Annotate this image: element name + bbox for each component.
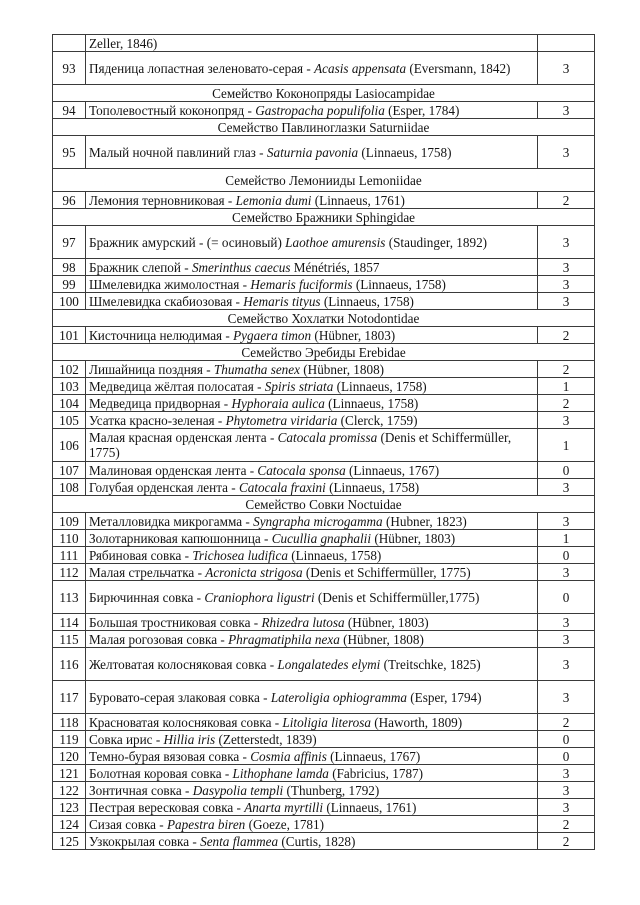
species-name-cell <box>86 765 538 782</box>
species-row <box>53 276 595 293</box>
common-name: Малая красная орденская лента - <box>89 430 278 445</box>
species-number: 109 <box>53 513 86 530</box>
species-name-cell <box>86 102 538 119</box>
scientific-name: Longalatedes elymi <box>277 656 381 672</box>
family-header-row <box>53 496 595 513</box>
status-category: 0 <box>538 581 595 614</box>
species-name-cell <box>86 631 538 648</box>
scientific-name: Catocala fraxini <box>238 479 326 495</box>
species-number: 107 <box>53 462 86 479</box>
author-year: (Staudinger, 1892) <box>385 234 488 250</box>
author-year: (Linnaeus, 1758) <box>287 547 382 563</box>
species-row <box>53 259 595 276</box>
status-category: 3 <box>538 782 595 799</box>
species-row <box>53 833 595 850</box>
species-row <box>53 731 595 748</box>
species-number: 120 <box>53 748 86 765</box>
species-name-cell <box>86 547 538 564</box>
scientific-name: Spiris striata <box>264 378 334 394</box>
species-row <box>53 192 595 209</box>
scientific-name: Cosmia affinis <box>250 748 327 764</box>
species-name-cell <box>86 714 538 731</box>
species-row <box>53 816 595 833</box>
family-name: Семейство Коконопряды Lasiocampidae <box>53 85 595 102</box>
species-number: 123 <box>53 799 86 816</box>
scientific-name: Thumatha senex <box>213 361 300 377</box>
species-number: 112 <box>53 564 86 581</box>
species-name-cell <box>86 52 538 85</box>
author-year: (Fabricius, 1787) <box>328 765 424 781</box>
status-category: 2 <box>538 361 595 378</box>
species-name-cell <box>86 648 538 681</box>
common-name: Малая стрельчатка - <box>89 564 206 580</box>
species-row <box>53 530 595 547</box>
scientific-name: Lateroligia ophiogramma <box>270 689 407 705</box>
common-name: Пяденица лопастная зеленовато-серая - <box>89 60 315 76</box>
species-name-cell <box>86 226 538 259</box>
status-category: 0 <box>538 748 595 765</box>
scientific-name: Laothoe amurensis <box>285 234 386 250</box>
species-row <box>53 581 595 614</box>
scientific-name: Senta flammea <box>200 833 279 849</box>
species-name-cell <box>86 327 538 344</box>
scientific-name: Papestra biren <box>167 816 246 832</box>
species-name-cell <box>86 833 538 850</box>
status-category: 3 <box>538 412 595 429</box>
species-number: 96 <box>53 192 86 209</box>
scientific-name: Phytometra viridaria <box>225 412 338 428</box>
species-number: 102 <box>53 361 86 378</box>
scientific-name: Catocala promissa <box>277 430 378 445</box>
author-year: (Hübner, 1803) <box>344 614 429 630</box>
species-number: 116 <box>53 648 86 681</box>
common-name: Бражник амурский - (= осиновый) <box>89 234 286 250</box>
status-category: 3 <box>538 631 595 648</box>
species-number: 125 <box>53 833 86 850</box>
species-row <box>53 429 595 462</box>
species-table <box>52 34 595 850</box>
status-category: 3 <box>538 52 595 85</box>
species-row <box>53 52 595 85</box>
author-year: (Zetterstedt, 1839) <box>215 731 317 747</box>
species-number: 117 <box>53 681 86 714</box>
author-year: (Goeze, 1781) <box>245 816 324 832</box>
scientific-name: Hemaris tityus <box>243 293 321 309</box>
species-number: 113 <box>53 581 86 614</box>
species-row <box>53 547 595 564</box>
species-number: 95 <box>53 136 86 169</box>
species-number: 118 <box>53 714 86 731</box>
status-category: 3 <box>538 226 595 259</box>
species-row <box>53 35 595 52</box>
scientific-name: Acronicta strigosa <box>205 564 303 580</box>
species-number: 104 <box>53 395 86 412</box>
common-name: Совка ирис - <box>89 731 164 747</box>
species-number: 115 <box>53 631 86 648</box>
common-name: Сизая совка - <box>89 816 167 832</box>
scientific-name: Trichosea ludifica <box>192 547 288 563</box>
author-year: (Esper, 1784) <box>384 102 460 118</box>
species-row <box>53 361 595 378</box>
species-number: 103 <box>53 378 86 395</box>
family-name: Семейство Лемонииды Lemoniidae <box>53 169 595 192</box>
species-row <box>53 714 595 731</box>
species-number: 110 <box>53 530 86 547</box>
common-name: Узкокрылая совка - <box>89 833 201 849</box>
common-name: Болотная коровая совка - <box>89 765 233 781</box>
author-year: (Denis et Schiffermüller,1775) <box>314 589 480 605</box>
author-year: (Treitschke, 1825) <box>380 656 481 672</box>
author-year: (Linnaeus, 1758) <box>333 378 427 394</box>
status-category: 3 <box>538 513 595 530</box>
common-name: Медведица придворная - <box>89 395 232 411</box>
common-name: Кисточница нелюдимая - <box>89 327 234 343</box>
species-row <box>53 564 595 581</box>
author-year: (Eversmann, 1842) <box>406 60 511 76</box>
author-year: (Linnaeus, 1761) <box>311 192 405 208</box>
common-name: Буровато-серая злаковая совка - <box>89 689 271 705</box>
scientific-name: Gastropacha populifolia <box>255 102 385 118</box>
author-year: (Hübner, 1808) <box>339 631 424 647</box>
author-year: (Hübner, 1803) <box>311 327 396 343</box>
author-year: (Denis et Schiffermüller, 1775) <box>302 564 471 580</box>
species-row <box>53 136 595 169</box>
scientific-name: Acasis appensata <box>314 60 407 76</box>
common-name: Лишайница поздняя - <box>89 361 214 377</box>
scientific-name: Lithophane lamda <box>232 765 329 781</box>
family-name: Семейство Хохлатки Notodontidae <box>53 310 595 327</box>
species-name-cell <box>86 581 538 614</box>
common-name: Красноватая колосняковая совка - <box>89 714 283 730</box>
scientific-name: Pygaera timon <box>233 327 312 343</box>
family-header-row <box>53 310 595 327</box>
species-number: 94 <box>53 102 86 119</box>
status-category: 3 <box>538 293 595 310</box>
status-category: 2 <box>538 327 595 344</box>
author-year: (Linnaeus, 1761) <box>323 799 417 815</box>
species-number <box>53 35 86 52</box>
status-category: 2 <box>538 192 595 209</box>
common-name: Zeller, 1846) <box>89 35 158 51</box>
species-name-cell <box>86 35 538 52</box>
scientific-name: Phragmatiphila nexa <box>228 631 340 647</box>
species-name-cell <box>86 530 538 547</box>
status-category: 2 <box>538 395 595 412</box>
species-number: 106 <box>53 429 86 462</box>
common-name: Золотарниковая капюшонница - <box>89 530 272 546</box>
species-number: 98 <box>53 259 86 276</box>
common-name: Рябиновая совка - <box>89 547 193 563</box>
family-name: Семейство Совки Noctuidae <box>53 496 595 513</box>
author-year: (Clerck, 1759) <box>337 412 418 428</box>
status-category: 3 <box>538 614 595 631</box>
author-year: (Curtis, 1828) <box>278 833 356 849</box>
status-category: 3 <box>538 564 595 581</box>
scientific-name: Cucullia gnaphalii <box>271 530 372 546</box>
status-category: 3 <box>538 259 595 276</box>
status-category: 3 <box>538 681 595 714</box>
species-name-cell <box>86 782 538 799</box>
scientific-name: Dasypolia templi <box>192 782 284 798</box>
scientific-name: Craniophora ligustri <box>204 589 315 605</box>
author-year: (Hübner, 1803) <box>371 530 456 546</box>
species-row <box>53 513 595 530</box>
common-name: Шмелевидка жимолостная - <box>89 276 251 292</box>
status-category: 2 <box>538 833 595 850</box>
status-category: 3 <box>538 799 595 816</box>
species-number: 114 <box>53 614 86 631</box>
species-number: 100 <box>53 293 86 310</box>
species-number: 99 <box>53 276 86 293</box>
species-name-cell <box>86 564 538 581</box>
species-row <box>53 631 595 648</box>
species-row <box>53 327 595 344</box>
status-category: 2 <box>538 816 595 833</box>
species-number: 121 <box>53 765 86 782</box>
common-name: Бражник слепой - <box>89 259 192 275</box>
species-name-cell <box>86 378 538 395</box>
author-year: Ménétriés, 1857 <box>290 259 380 275</box>
scientific-name: Saturnia pavonia <box>266 144 359 160</box>
status-category: 0 <box>538 462 595 479</box>
family-header-row <box>53 119 595 136</box>
author-year: (Linnaeus, 1758) <box>324 395 419 411</box>
common-name: Бирючинная совка - <box>89 589 205 605</box>
family-name: Семейство Павлиноглазки Saturniidae <box>53 119 595 136</box>
common-name: Шмелевидка скабиозовая - <box>89 293 244 309</box>
author-year: (Denis et Schiffermüller, 1775) <box>89 430 512 460</box>
species-table-body <box>53 35 595 850</box>
scientific-name: Lemonia dumi <box>235 192 312 208</box>
scientific-name: Smerinthus caecus <box>191 259 291 275</box>
species-row <box>53 479 595 496</box>
species-row <box>53 765 595 782</box>
common-name: Голубая орденская лента - <box>89 479 239 495</box>
species-row <box>53 748 595 765</box>
status-category: 3 <box>538 102 595 119</box>
common-name: Усатка красно-зеленая - <box>89 412 226 428</box>
species-number: 93 <box>53 52 86 85</box>
species-row <box>53 799 595 816</box>
status-category: 3 <box>538 765 595 782</box>
species-row <box>53 412 595 429</box>
status-category: 2 <box>538 714 595 731</box>
species-row <box>53 293 595 310</box>
species-name-cell <box>86 513 538 530</box>
status-category: 3 <box>538 479 595 496</box>
family-header-row <box>53 209 595 226</box>
species-name-cell <box>86 462 538 479</box>
scientific-name: Rhizedra lutosa <box>261 614 345 630</box>
author-year: (Haworth, 1809) <box>370 714 463 730</box>
author-year: (Hübner, 1808) <box>299 361 385 377</box>
author-year: (Thunberg, 1792) <box>283 782 380 798</box>
species-number: 124 <box>53 816 86 833</box>
species-row <box>53 378 595 395</box>
common-name: Темно-бурая вязовая совка - <box>89 748 251 764</box>
author-year: (Linnaeus, 1767) <box>326 748 421 764</box>
status-category: 3 <box>538 276 595 293</box>
species-name-cell <box>86 731 538 748</box>
species-name-cell <box>86 361 538 378</box>
scientific-name: Syngrapha microgamma <box>253 513 383 529</box>
species-number: 119 <box>53 731 86 748</box>
common-name: Медведица жёлтая полосатая - <box>89 378 265 394</box>
species-number: 108 <box>53 479 86 496</box>
status-category: 3 <box>538 136 595 169</box>
scientific-name: Hillia iris <box>163 731 216 747</box>
species-name-cell <box>86 479 538 496</box>
author-year: (Linnaeus, 1758) <box>352 276 446 292</box>
family-header-row <box>53 85 595 102</box>
common-name: Пестрая вересковая совка - <box>89 799 245 815</box>
species-row <box>53 226 595 259</box>
status-category: 0 <box>538 731 595 748</box>
species-name-cell <box>86 412 538 429</box>
species-number: 122 <box>53 782 86 799</box>
species-number: 105 <box>53 412 86 429</box>
common-name: Большая тростниковая совка - <box>89 614 262 630</box>
species-row <box>53 681 595 714</box>
species-number: 97 <box>53 226 86 259</box>
status-category: 1 <box>538 530 595 547</box>
species-name-cell <box>86 429 538 462</box>
species-row <box>53 648 595 681</box>
author-year: (Linnaeus, 1758) <box>320 293 414 309</box>
common-name: Тополевостный коконопряд - <box>89 102 256 118</box>
scientific-name: Catocala sponsa <box>257 462 346 478</box>
author-year: (Linnaeus, 1758) <box>358 144 452 160</box>
family-name: Семейство Эребиды Erebidae <box>53 344 595 361</box>
species-row <box>53 462 595 479</box>
common-name: Малая рогозовая совка - <box>89 631 229 647</box>
common-name: Металловидка микрогамма - <box>89 513 254 529</box>
common-name: Малый ночной павлиний глаз - <box>89 144 267 160</box>
species-number: 101 <box>53 327 86 344</box>
scientific-name: Hemaris fuciformis <box>250 276 353 292</box>
common-name: Зонтичная совка - <box>89 782 193 798</box>
status-category: 0 <box>538 547 595 564</box>
species-row <box>53 614 595 631</box>
species-name-cell <box>86 614 538 631</box>
scientific-name: Anarta myrtilli <box>244 799 324 815</box>
species-row <box>53 395 595 412</box>
species-name-cell <box>86 681 538 714</box>
author-year: (Linnaeus, 1758) <box>325 479 420 495</box>
scientific-name: Hyphoraia aulica <box>231 395 325 411</box>
species-name-cell <box>86 136 538 169</box>
family-name: Семейство Бражники Sphingidae <box>53 209 595 226</box>
author-year: (Linnaeus, 1767) <box>345 462 440 478</box>
species-number: 111 <box>53 547 86 564</box>
species-row <box>53 102 595 119</box>
status-category: 1 <box>538 378 595 395</box>
scientific-name: Litoligia literosa <box>282 714 371 730</box>
species-name-cell <box>86 748 538 765</box>
status-category: 3 <box>538 648 595 681</box>
species-name-cell <box>86 293 538 310</box>
species-name-cell <box>86 799 538 816</box>
species-name-cell <box>86 395 538 412</box>
species-row <box>53 782 595 799</box>
species-name-cell <box>86 259 538 276</box>
common-name: Малиновая орденская лента - <box>89 462 258 478</box>
species-name-cell <box>86 816 538 833</box>
author-year: (Esper, 1794) <box>406 689 482 705</box>
species-name-cell <box>86 192 538 209</box>
common-name: Лемония терновниковая - <box>89 192 236 208</box>
author-year: (Hubner, 1823) <box>382 513 467 529</box>
common-name: Желтоватая колосняковая совка - <box>89 656 278 672</box>
species-name-cell <box>86 276 538 293</box>
status-category: 1 <box>538 429 595 462</box>
family-header-row <box>53 344 595 361</box>
family-header-row <box>53 169 595 192</box>
status-category <box>538 35 595 52</box>
